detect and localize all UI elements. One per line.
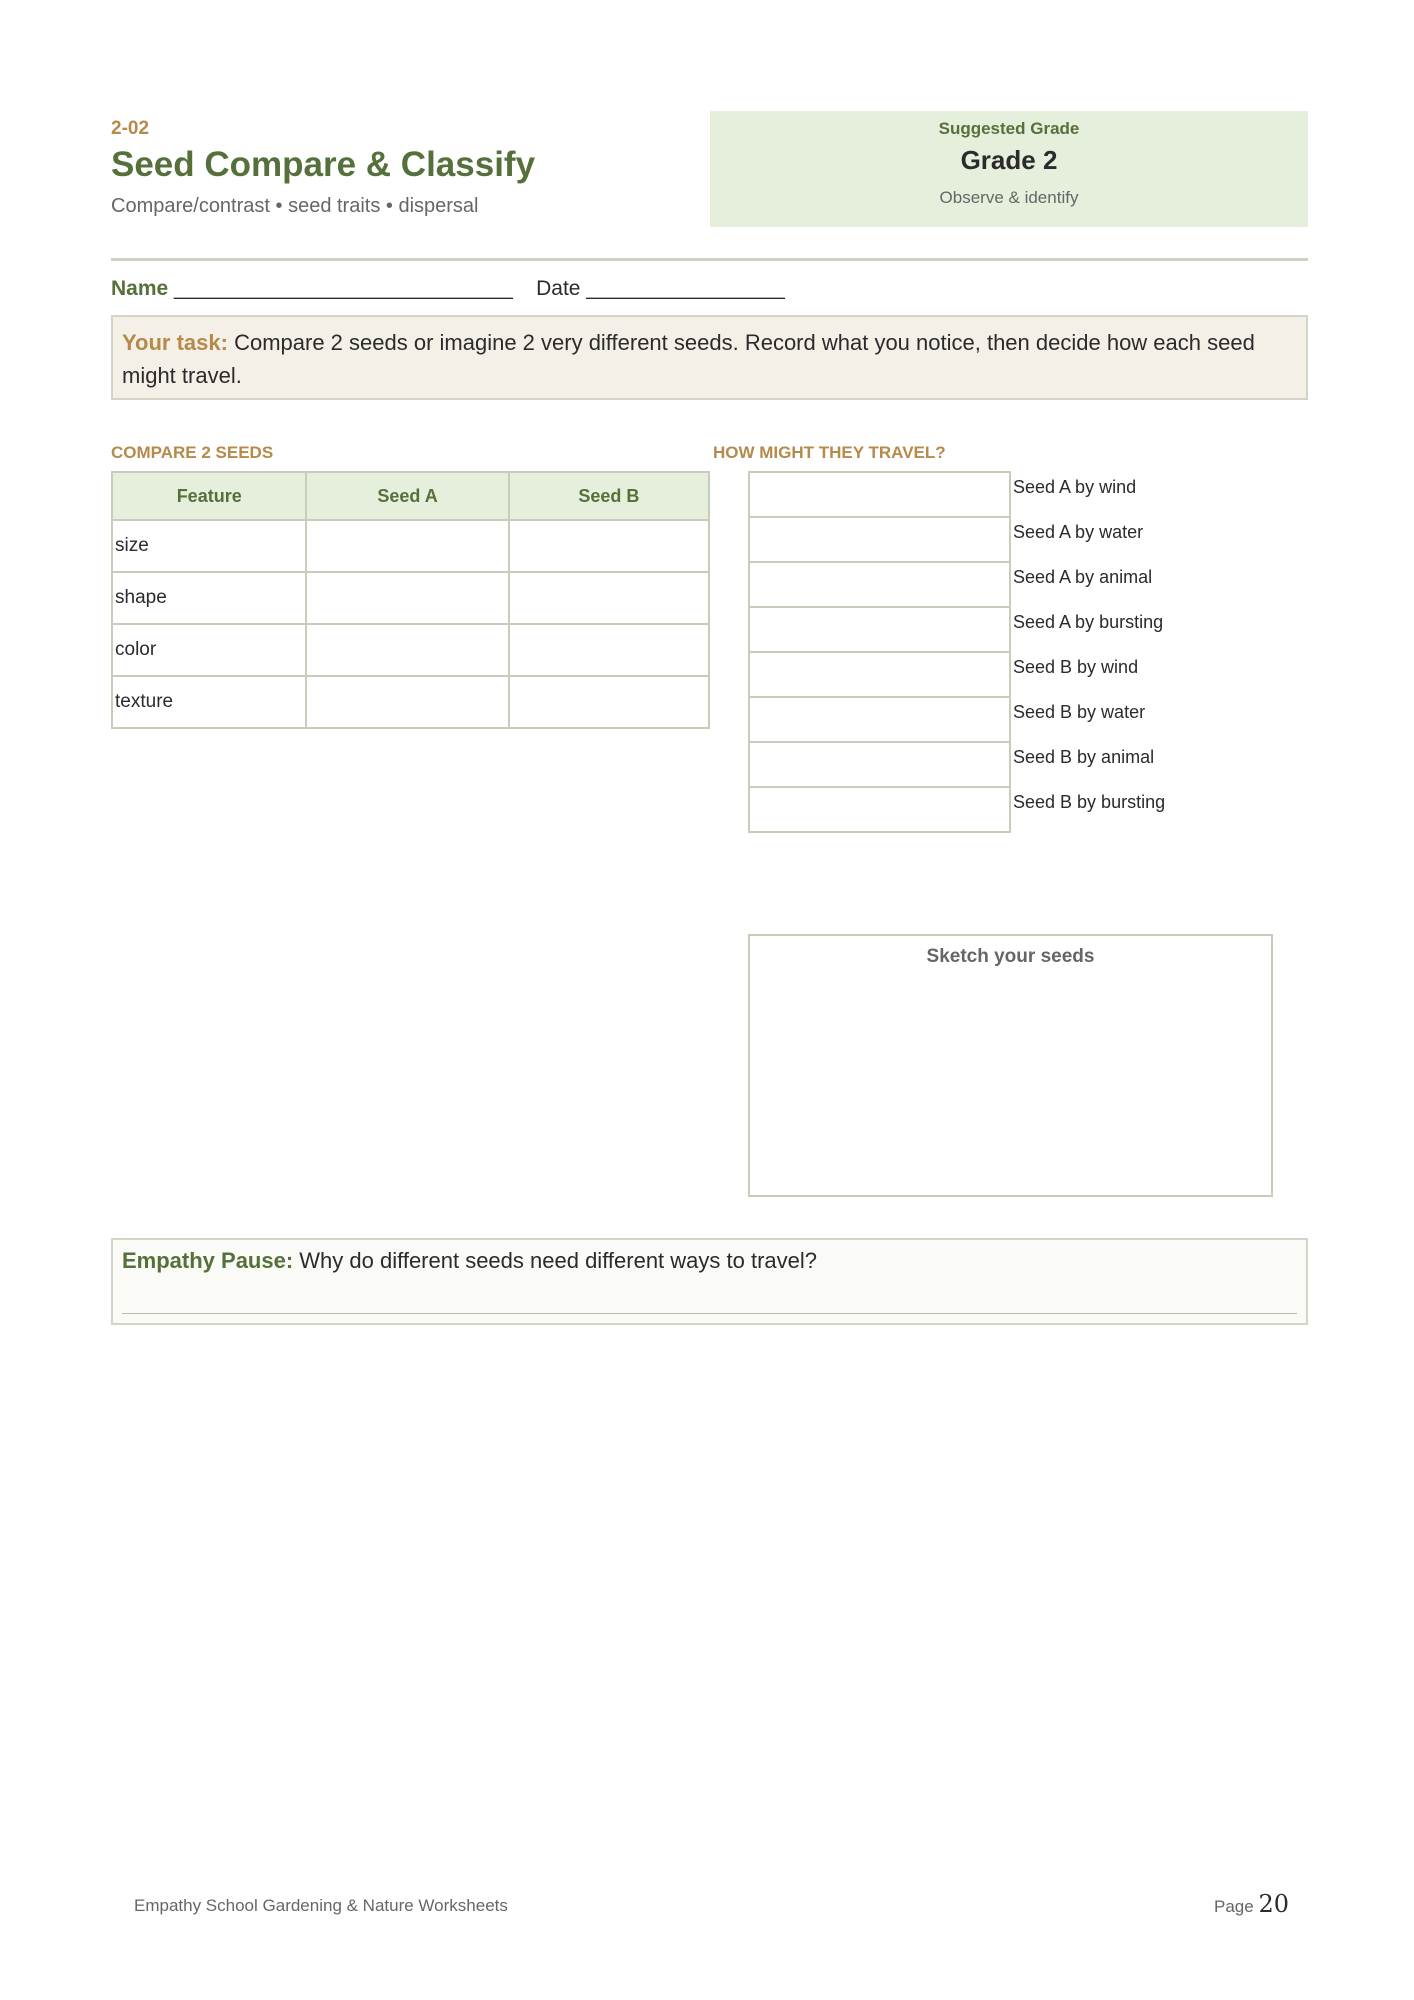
suggested-grade-box [710, 111, 1308, 227]
feature-cell: size [112, 520, 306, 572]
seed-a-answer-cell[interactable] [306, 676, 508, 728]
grade-value: Grade 2 [960, 145, 1058, 175]
name-label: Name [111, 277, 169, 300]
feature-cell: color [112, 624, 306, 676]
page-label: Page [1214, 1897, 1254, 1916]
travel-checkbox[interactable] [748, 651, 1011, 698]
list-item [748, 471, 1268, 516]
seed-b-answer-cell[interactable] [509, 624, 709, 676]
compare-heading: COMPARE 2 SEEDS [111, 443, 274, 462]
seed-a-answer-cell[interactable] [306, 520, 508, 572]
seed-b-answer-cell[interactable] [509, 520, 709, 572]
seed-a-answer-cell[interactable] [306, 572, 508, 624]
seed-a-answer-cell[interactable] [306, 624, 508, 676]
table-row [112, 676, 709, 728]
grade-label: Suggested Grade [938, 119, 1080, 138]
compare-table [111, 471, 710, 729]
task-box [111, 315, 1308, 400]
travel-checkbox[interactable] [748, 606, 1011, 653]
sketch-area[interactable] [748, 934, 1273, 1197]
column-header-feature: Feature [112, 472, 306, 520]
page-number [1214, 1890, 1289, 1918]
travel-option-label: Seed A by wind [1013, 477, 1137, 497]
page-title: Seed Compare & Classify [111, 145, 536, 184]
list-item [748, 561, 1268, 606]
list-item [748, 516, 1268, 561]
list-item [748, 696, 1268, 741]
travel-checkbox[interactable] [748, 516, 1011, 563]
list-item [748, 741, 1268, 786]
list-item [748, 651, 1268, 696]
travel-option-label: Seed B by animal [1013, 747, 1155, 767]
name-date-row [111, 277, 785, 301]
worksheet-code: 2-02 [111, 118, 150, 139]
travel-checkbox[interactable] [748, 786, 1011, 833]
travel-checkbox[interactable] [748, 741, 1011, 788]
date-field[interactable]: _________________ [586, 277, 785, 300]
travel-option-label: Seed A by water [1013, 522, 1144, 542]
column-header-seed-a: Seed A [306, 472, 508, 520]
feature-cell: shape [112, 572, 306, 624]
travel-options-list [748, 471, 1268, 831]
table-row [112, 624, 709, 676]
sketch-title: Sketch your seeds [926, 946, 1095, 967]
travel-heading: HOW MIGHT THEY TRAVEL? [713, 443, 946, 462]
empathy-pause-box [111, 1238, 1308, 1325]
list-item [748, 606, 1268, 651]
travel-checkbox[interactable] [748, 561, 1011, 608]
list-item [748, 786, 1268, 831]
travel-option-label: Seed A by animal [1013, 567, 1153, 587]
grade-note: Observe & identify [939, 188, 1079, 207]
travel-option-label: Seed B by bursting [1013, 792, 1166, 812]
seed-b-answer-cell[interactable] [509, 572, 709, 624]
travel-checkbox[interactable] [748, 696, 1011, 743]
header-divider [111, 258, 1308, 261]
table-row [112, 572, 709, 624]
travel-checkbox[interactable] [748, 471, 1011, 518]
page-number-value: 20 [1258, 1890, 1289, 1918]
table-row [112, 520, 709, 572]
task-text: Compare 2 seeds or imagine 2 very different seeds. Record what you notice, then decide how each seed might travel. [122, 330, 1255, 388]
name-field[interactable]: _____________________________ [174, 277, 513, 300]
travel-option-label: Seed B by water [1013, 702, 1146, 722]
task-lead: Your task: [122, 330, 228, 355]
empathy-answer-line[interactable] [122, 1313, 1297, 1314]
empathy-lead: Empathy Pause: [122, 1248, 294, 1273]
date-label: Date [536, 277, 581, 300]
column-header-seed-b: Seed B [509, 472, 709, 520]
seed-b-answer-cell[interactable] [509, 676, 709, 728]
travel-option-label: Seed B by wind [1013, 657, 1139, 677]
page-subtitle: Compare/contrast • seed traits • dispersal [111, 195, 479, 217]
empathy-question: Why do different seeds need different ways to travel? [299, 1248, 818, 1273]
feature-cell: texture [112, 676, 306, 728]
travel-option-label: Seed A by bursting [1013, 612, 1164, 632]
compare-header-row [112, 472, 709, 520]
footer-series-title: Empathy School Gardening & Nature Worksheets [134, 1896, 508, 1915]
